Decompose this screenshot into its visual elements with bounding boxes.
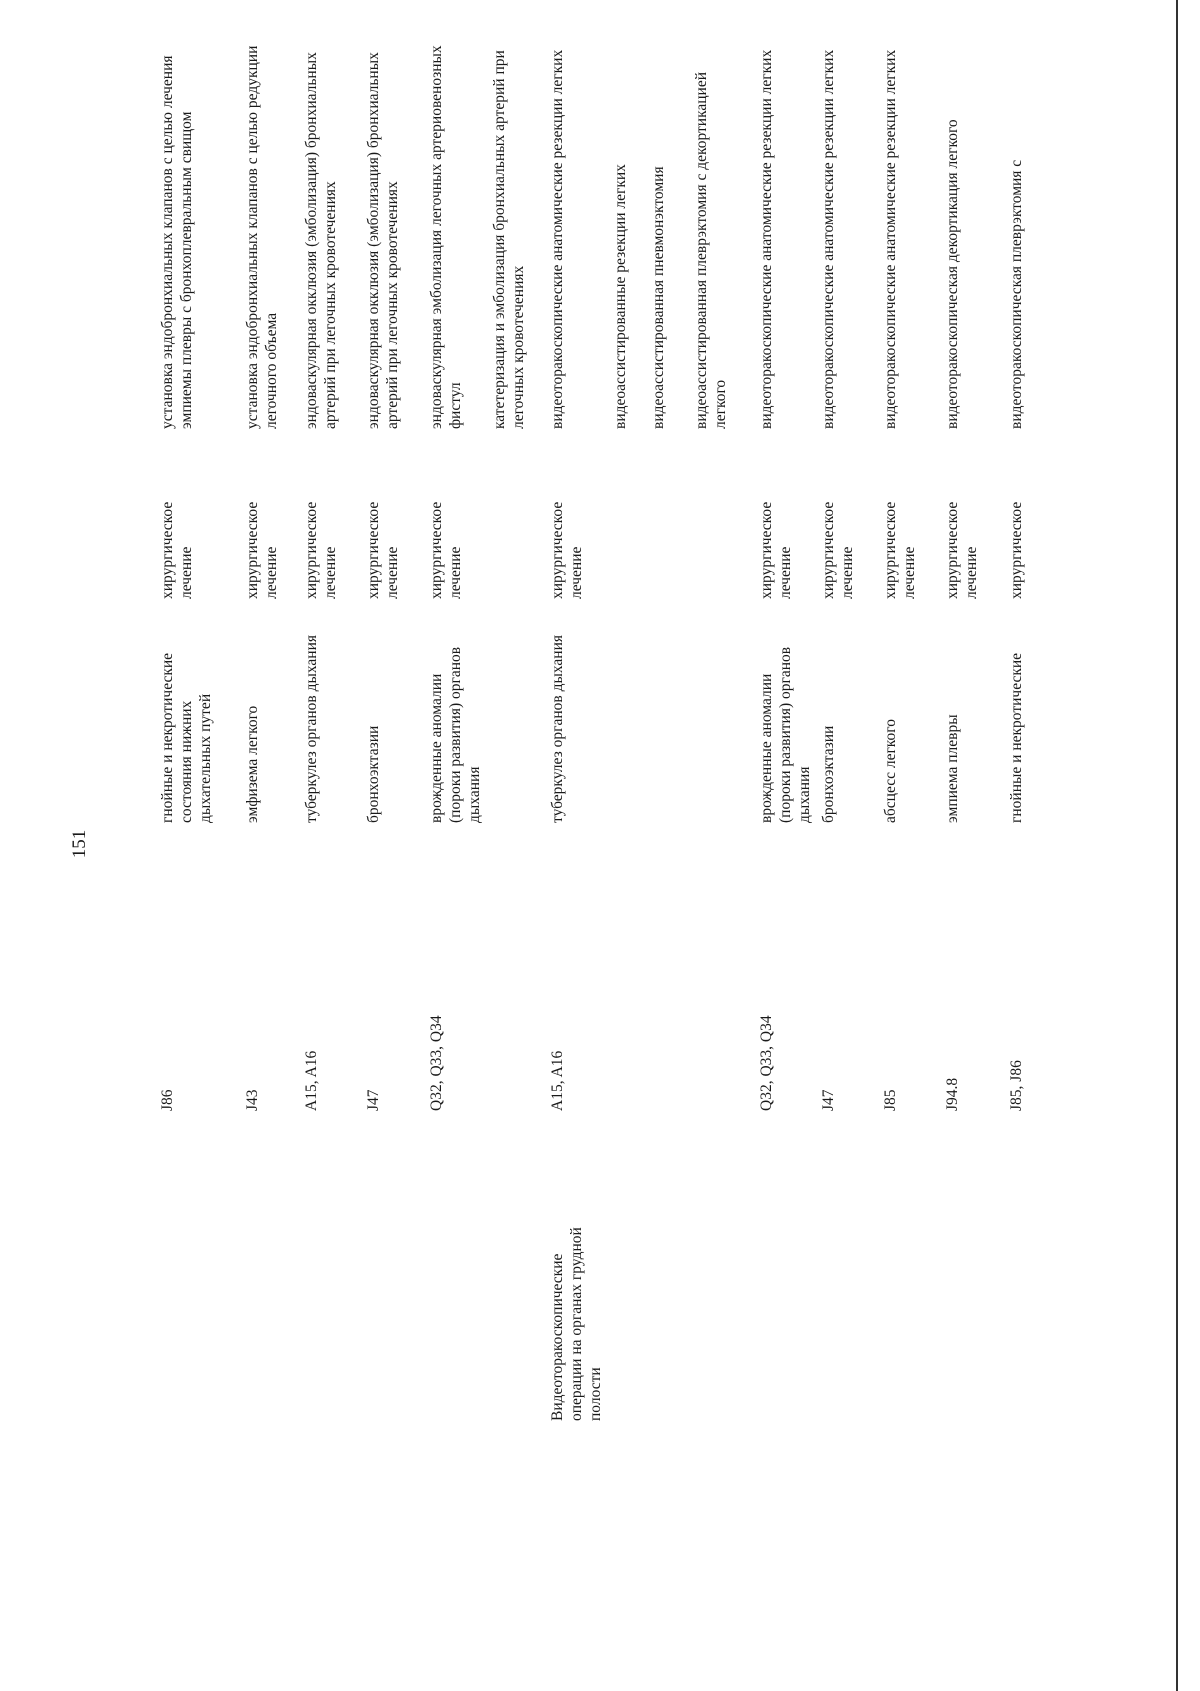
code-cell: J43	[244, 1089, 261, 1111]
treatment-cell: хирургическое лечение	[820, 501, 856, 599]
diagnosis-cell: туберкулез органов дыхания	[303, 634, 320, 823]
treatment-cell: хирургическое лечение	[882, 501, 918, 599]
treatment-cell: хирургическое лечение	[159, 501, 195, 599]
treatment-cell: хирургическое лечение	[365, 501, 401, 599]
method-cell: эндоваскулярная эмболизация легочных артериовенозных фистул	[428, 45, 464, 429]
code-cell: A15, A16	[303, 1050, 320, 1111]
page-edge-rule	[1176, 0, 1178, 1691]
method-cell: установка эндобронхиальных клапанов с целью редукции легочного объема	[244, 45, 280, 429]
method-cell: видеоторакоскопические анатомические резекции легких	[549, 49, 566, 429]
code-cell: J47	[365, 1089, 382, 1111]
diagnosis-cell: врожденные аномалии (пороки развития) органов дыхания	[428, 646, 483, 823]
method-cell: эндоваскулярная окклюзия (эмболизация) бронхиальных артерий при легочных кровотечениях	[303, 52, 339, 429]
diagnosis-cell: абсцесс легкого	[882, 718, 899, 823]
treatment-cell: хирургическое лечение	[758, 501, 794, 599]
code-cell: J85	[882, 1089, 899, 1111]
code-cell: A15, A16	[549, 1050, 566, 1111]
treatment-cell: хирургическое	[1008, 501, 1025, 599]
method-cell: установка эндобронхиальных клапанов с целью лечения эмпиемы плевры с бронхоплевральным свищом	[159, 55, 195, 429]
method-cell: видеоассистированная плеврэктомия с декортикацией легкого	[693, 71, 729, 429]
diagnosis-cell: гнойные и некротические	[1008, 652, 1025, 823]
method-cell: видеоторакоскопическая плеврэктомия с	[1008, 159, 1025, 429]
treatment-cell: хирургическое лечение	[303, 501, 339, 599]
code-cell: J94.8	[944, 1077, 961, 1111]
diagnosis-cell: бронхоэктазии	[820, 725, 837, 823]
diagnosis-cell: бронхоэктазии	[365, 725, 382, 823]
method-cell: видеоторакоскопические анатомические резекции легких	[882, 49, 899, 429]
method-cell: видеоторакоскопическая декортикация легкого	[944, 119, 961, 429]
treatment-cell: хирургическое лечение	[428, 501, 464, 599]
method-cell: видеоторакоскопические анатомические резекции легких	[758, 49, 775, 429]
code-cell: Q32, Q33, Q34	[428, 1015, 445, 1111]
method-cell: видеоассистированная пневмонэктомия	[650, 166, 667, 429]
code-cell: Q32, Q33, Q34	[758, 1015, 775, 1111]
treatment-cell: хирургическое лечение	[944, 501, 980, 599]
diagnosis-cell: эмфизема легкого	[244, 705, 261, 823]
diagnosis-cell: гнойные и некротические состояния нижних дыхательных путей	[159, 652, 214, 823]
method-cell: катетеризация и эмболизация бронхиальных артерий при легочных кровотечениях	[491, 50, 527, 429]
method-cell: видеоторакоскопические анатомические резекции легких	[820, 49, 837, 429]
diagnosis-cell: эмпиема плевры	[944, 714, 961, 823]
method-cell: эндоваскулярная окклюзия (эмболизация) бронхиальных артерий при легочных кровотечениях	[365, 52, 401, 429]
diagnosis-cell: врожденные аномалии (пороки развития) органов дыхания	[758, 646, 813, 823]
section-title: Видеоторакоскопические операции на органах грудной полости	[549, 1227, 604, 1421]
diagnosis-cell: туберкулез органов дыхания	[549, 634, 566, 823]
code-cell: J47	[820, 1089, 837, 1111]
code-cell: J86	[159, 1089, 176, 1111]
treatment-cell: хирургическое лечение	[549, 501, 585, 599]
method-cell: видеоассистированные резекции легких	[612, 164, 629, 429]
treatment-cell: хирургическое лечение	[244, 501, 280, 599]
code-cell: J85, J86	[1008, 1060, 1025, 1111]
page-number: 151	[69, 829, 90, 859]
